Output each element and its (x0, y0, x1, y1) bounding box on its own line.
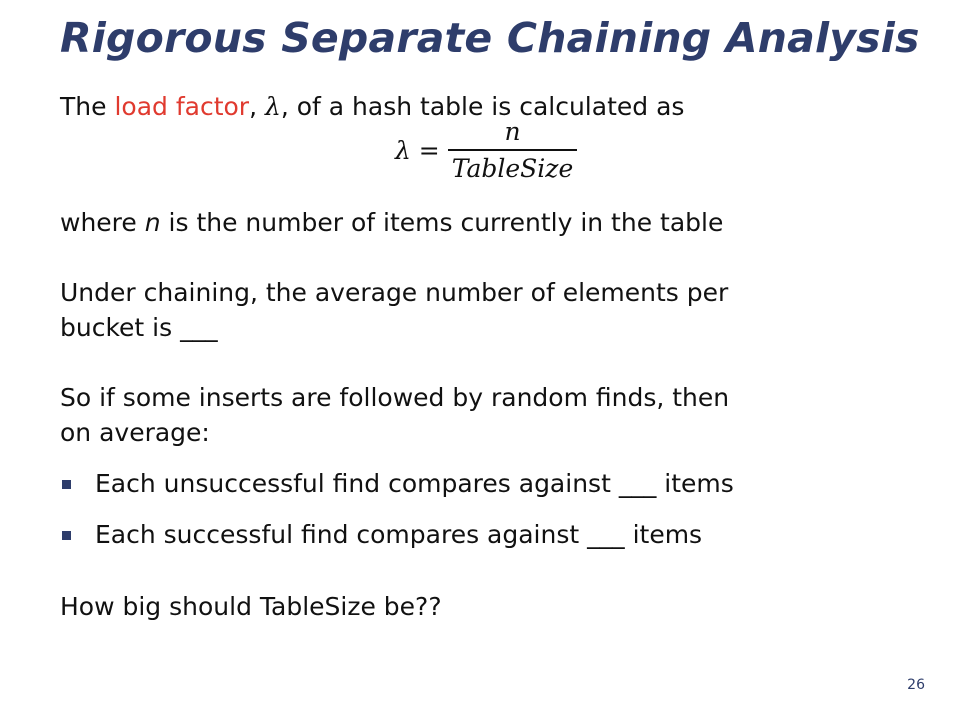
lambda-symbol: λ (264, 92, 281, 121)
page-number: 26 (907, 677, 925, 693)
finds-intro-line-1: So if some inserts are followed by random finds, then (60, 383, 730, 412)
square-bullet-icon (62, 480, 71, 489)
bullet-text: Each successful find compares against ___ items (95, 520, 703, 549)
square-bullet-icon (62, 531, 71, 540)
text-segment: , of a hash table is calculated as (280, 92, 685, 121)
chaining-question-line-1: Under chaining, the average number of elements per (60, 278, 729, 307)
bullet-text: Each unsuccessful find compares against ___ items (95, 469, 734, 498)
finds-intro-line-2: on average: (60, 418, 210, 447)
tablesize-question: How big should TableSize be?? (60, 592, 442, 621)
bullet-successful-find (60, 518, 702, 552)
fraction (448, 118, 578, 183)
load-factor-definition (60, 90, 684, 124)
formula-lhs: λ = (395, 136, 440, 165)
fraction-denominator: TableSize (448, 149, 578, 183)
bullet-unsuccessful-find (60, 467, 734, 501)
load-factor-term: load factor (114, 92, 250, 121)
text-segment: where (60, 208, 145, 237)
text-segment: is the number of items currently in the table (160, 208, 724, 237)
fraction-numerator: n (504, 117, 521, 146)
load-factor-formula (395, 118, 577, 183)
n-definition (60, 206, 723, 240)
chaining-question-line-2: bucket is ___ (60, 313, 218, 342)
text-segment: The (60, 92, 115, 121)
slide-title: Rigorous Separate Chaining Analysis (60, 14, 920, 62)
n-variable: n (144, 208, 161, 237)
text-segment: , (249, 92, 265, 121)
